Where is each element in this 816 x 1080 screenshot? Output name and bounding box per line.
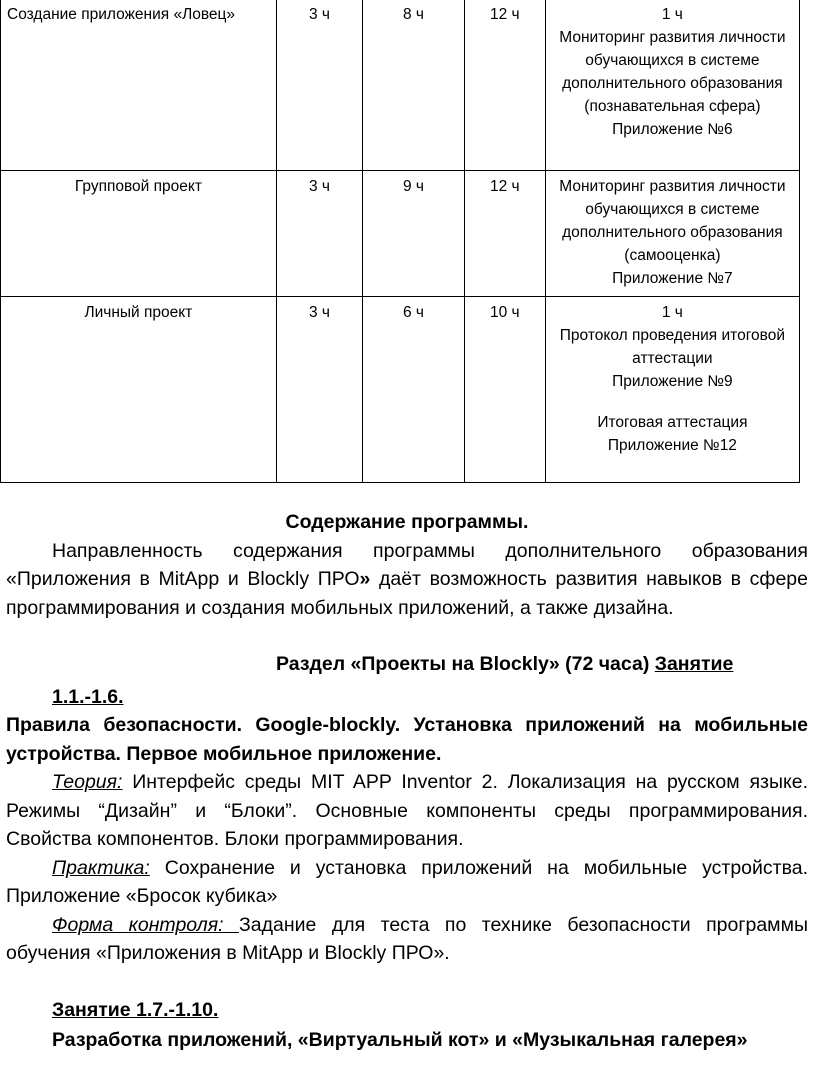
theory-label: Теория:: [52, 771, 123, 793]
topic-name: Личный проект: [84, 304, 193, 321]
spacer: [6, 622, 808, 650]
appendix-ref: Приложение №6: [612, 121, 733, 138]
topic-name: Создание приложения «Ловец»: [7, 6, 236, 23]
intro-text-end: даёт возможность развития навыков в сфере программирования и создания мобильных приложений, а также дизайна.: [6, 568, 808, 619]
theory-hours: 3 ч: [308, 304, 330, 321]
theory-paragraph: [6, 768, 808, 854]
cell-spacer: [552, 393, 793, 411]
theory-hours: 3 ч: [308, 6, 330, 23]
appendix-ref: Приложение №9: [612, 373, 733, 390]
content-heading: Содержание программы.: [285, 511, 529, 533]
program-content: [6, 508, 808, 1055]
control-hours: 1 ч: [661, 6, 683, 23]
practice-hours: 8 ч: [403, 6, 425, 23]
intro-paragraph: [6, 537, 808, 623]
practice-hours-cell: [363, 0, 465, 171]
control-description: Протокол проведения итоговой аттестации: [559, 327, 785, 367]
lesson-title: Правила безопасности. Google-blockly. Установка приложений на мобильные устройства. Первое мобильное приложение.: [6, 714, 808, 765]
total-hours-cell: [464, 297, 545, 483]
spacer: [6, 968, 808, 996]
total-hours: 12 ч: [490, 6, 520, 23]
practice-text: Сохранение и установка приложений на мобильные устройства. Приложение «Бросок кубика»: [6, 856, 808, 907]
schedule-table: [0, 0, 800, 483]
appendix-ref: Приложение №7: [612, 270, 733, 287]
control-label: Форма контроля:: [52, 913, 240, 936]
topic-cell: [1, 297, 277, 483]
final-attestation: Итоговая аттестация: [597, 414, 748, 431]
lesson-word: Занятие: [654, 653, 734, 675]
theory-hours-cell: [276, 297, 362, 483]
total-hours-cell: [464, 0, 545, 171]
intro-text: Направленность содержания программы дополнительного образования «Приложения в MitApp и Blockly ПРО: [6, 539, 808, 590]
lesson2-subtitle: Разработка приложений, «Виртуальный кот» и «Музыкальная галерея»: [52, 1029, 748, 1051]
appendix-ref: Приложение №12: [607, 437, 737, 454]
practice-label: Практика:: [52, 856, 150, 879]
control-cell: [545, 0, 799, 171]
lesson2-title-text: Занятие 1.7.-1.10.: [52, 998, 219, 1021]
section-title: [6, 650, 808, 679]
table-row: [1, 0, 800, 171]
lesson-number-text: 1.1.-1.6.: [52, 685, 124, 708]
practice-paragraph: [6, 854, 808, 911]
theory-text: Интерфейс среды MIT APP Inventor 2. Локализация на русском языке. Режимы “Дизайн” и “Блоки”. Основные компоненты среды программирования. Свойства компонентов. Блоки программирования.: [6, 771, 808, 850]
theory-hours-cell: [276, 171, 362, 297]
practice-hours-cell: [363, 171, 465, 297]
intro-quote: »: [359, 568, 371, 590]
control-description: Мониторинг развития личности обучающихся в системе дополнительного образования (познавательная сфера): [559, 29, 786, 115]
practice-hours: 9 ч: [403, 178, 425, 195]
total-hours-cell: [464, 171, 545, 297]
table-row: [1, 171, 800, 297]
total-hours: 12 ч: [490, 178, 520, 195]
theory-hours: 3 ч: [308, 178, 330, 195]
practice-hours-cell: [363, 297, 465, 483]
lesson2-title: [6, 996, 808, 1025]
topic-name: Групповой проект: [74, 178, 202, 195]
control-cell: [545, 171, 799, 297]
control-hours: 1 ч: [661, 304, 683, 321]
section-title-text: Раздел «Проекты на Blockly» (72 часа): [276, 653, 655, 675]
total-hours: 10 ч: [490, 304, 520, 321]
practice-hours: 6 ч: [403, 304, 425, 321]
table-row: [1, 297, 800, 483]
lesson-number: [6, 683, 808, 712]
topic-cell: [1, 171, 277, 297]
topic-cell: [1, 0, 277, 171]
control-text: Задание для теста по технике безопасности программы обучения «Приложения в MitApp и Blockly ПРО».: [6, 913, 809, 964]
theory-hours-cell: [276, 0, 362, 171]
control-cell: [545, 297, 799, 483]
control-description: Мониторинг развития личности обучающихся в системе дополнительного образования (самооценка): [559, 178, 786, 264]
control-paragraph: [6, 911, 808, 968]
